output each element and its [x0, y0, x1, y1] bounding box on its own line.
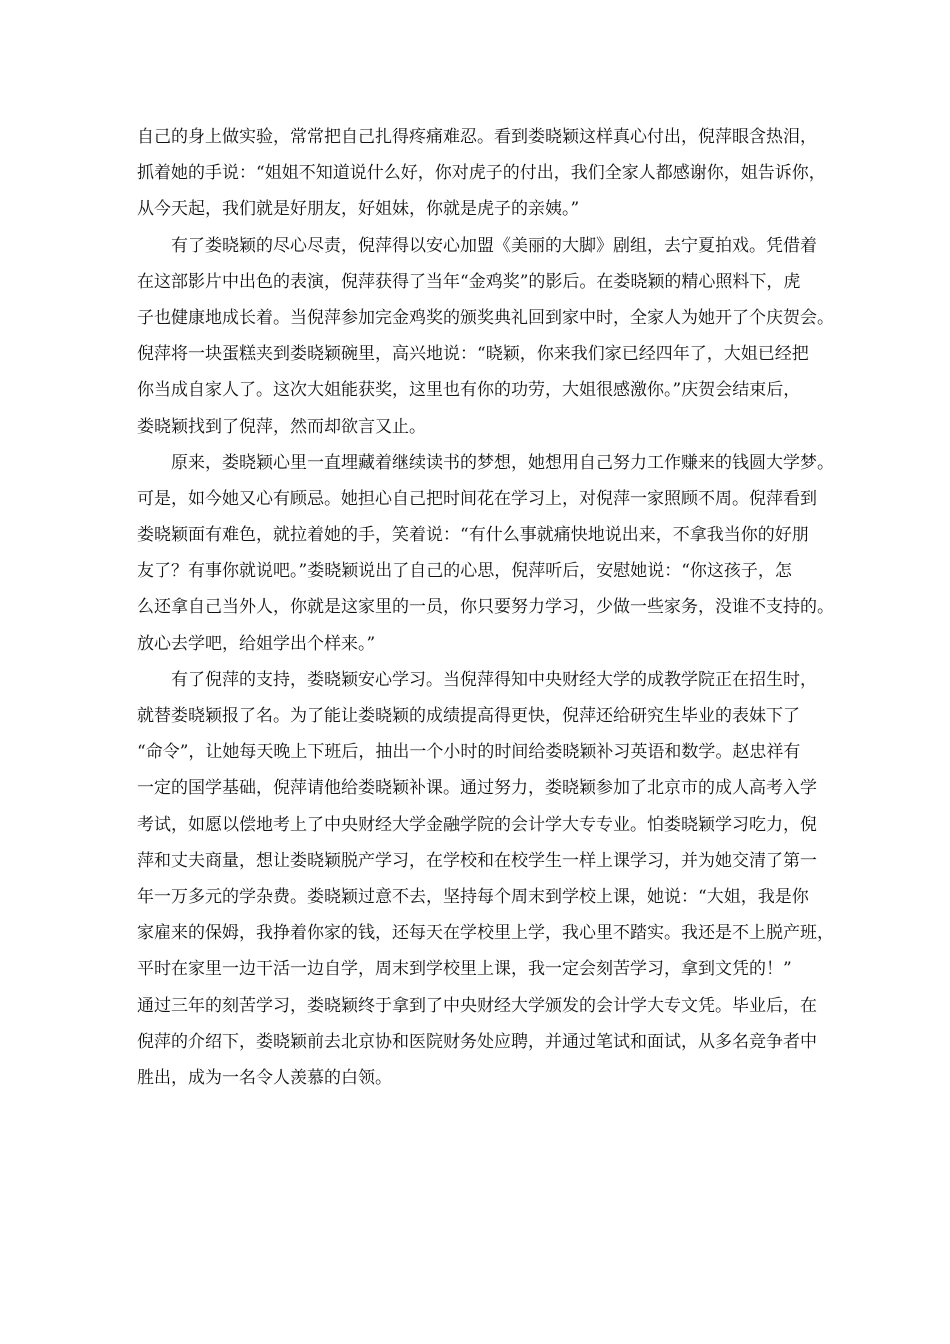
- text-line: “命令”，让她每天晚上下班后，抽出一个小时的时间给娄晓颖补习英语和数学。赵忠祥有: [137, 742, 801, 763]
- text-line: 娄晓颖面有难色，就拉着她的手，笑着说：“有什么事就痛快地说出来，不拿我当你的好朋: [137, 525, 809, 546]
- text-line: 萍和丈夫商量，想让娄晓颖脱产学习，在学校和在校学生一样上课学习，并为她交清了第一: [137, 850, 817, 871]
- text-line: 从今天起，我们就是好朋友，好姐妹，你就是虎子的亲姨。”: [137, 199, 580, 220]
- paragraph: [137, 119, 837, 228]
- text-line: 抓着她的手说：“姐姐不知道说什么好，你对虎子的付出，我们全家人都感谢你，姐告诉你，: [137, 163, 826, 184]
- text-line: 放心去学吧，给姐学出个样来。”: [137, 633, 376, 654]
- text-line: 一定的国学基础，倪萍请他给娄晓颖补课。通过努力，娄晓颖参加了北京市的成人高考入学: [137, 778, 817, 799]
- text-line: 在这部影片中出色的表演，倪萍获得了当年“金鸡奖”的影后。在娄晓颖的精心照料下，虎: [137, 271, 801, 292]
- text-line: 娄晓颖找到了倪萍，然而却欲言又止。: [137, 416, 426, 437]
- text-line: 么还拿自己当外人，你就是这家里的一员，你只要努力学习，少做一些家务，没谁不支持的。: [137, 597, 834, 618]
- text-line: 子也健康地成长着。当倪萍参加完金鸡奖的颁奖典礼回到家中时，全家人为她开了个庆贺会。: [137, 307, 834, 328]
- text-line: 家雇来的保姆，我挣着你家的钱，还每天在学校里上学，我心里不踏实。我还是不上脱产班，: [137, 923, 834, 944]
- text-line: 你当成自家人了。这次大姐能获奖，这里也有你的功劳，大姐很感激你。”庆贺会结束后，: [137, 380, 801, 401]
- text-line: 通过三年的刻苦学习，娄晓颖终于拿到了中央财经大学颁发的会计学大专文凭。毕业后，在: [137, 995, 817, 1016]
- text-line: 倪萍将一块蛋糕夹到娄晓颖碗里，高兴地说：“晓颖，你来我们家已经四年了，大姐已经把: [137, 344, 809, 365]
- document-body: [137, 119, 837, 1096]
- text-line: 有了倪萍的支持，娄晓颖安心学习。当倪萍得知中央财经大学的成教学院正在招生时，: [171, 669, 817, 690]
- text-line: 倪萍的介绍下，娄晓颖前去北京协和医院财务处应聘，并通过笔试和面试，从多名竞争者中: [137, 1031, 817, 1052]
- text-line: 年一万多元的学杂费。娄晓颖过意不去，坚持每个周末到学校上课，她说：“大姐，我是你: [137, 886, 809, 907]
- paragraph: [137, 228, 837, 445]
- text-line: 友了？有事你就说吧。”娄晓颖说出了自己的心思，倪萍听后，安慰她说：“你这孩子，怎: [137, 561, 792, 582]
- text-line: 考试，如愿以偿地考上了中央财经大学金融学院的会计学大专专业。怕娄晓颖学习吃力，倪: [137, 814, 817, 835]
- text-line: 原来，娄晓颖心里一直埋藏着继续读书的梦想，她想用自己努力工作赚来的钱圆大学梦。: [171, 452, 834, 473]
- text-line: 有了娄晓颖的尽心尽责，倪萍得以安心加盟《美丽的大脚》剧组，去宁夏拍戏。凭借着: [171, 235, 817, 256]
- text-line: 自己的身上做实验，常常把自己扎得疼痛难忍。看到娄晓颖这样真心付出，倪萍眼含热泪，: [137, 127, 817, 147]
- text-line: 就替娄晓颖报了名。为了能让娄晓颖的成绩提高得更快，倪萍还给研究生毕业的表妹下了: [137, 706, 800, 726]
- text-line: 可是，如今她又心有顾忌。她担心自己把时间花在学习上，对倪萍一家照顾不周。倪萍看到: [137, 488, 817, 509]
- paragraph: [137, 445, 837, 662]
- paragraph: [137, 662, 837, 1096]
- text-line: 平时在家里一边干活一边自学，周末到学校里上课，我一定会刻苦学习，拿到文凭的！”: [137, 959, 792, 980]
- text-line: 胜出，成为一名令人羡慕的白领。: [137, 1067, 392, 1088]
